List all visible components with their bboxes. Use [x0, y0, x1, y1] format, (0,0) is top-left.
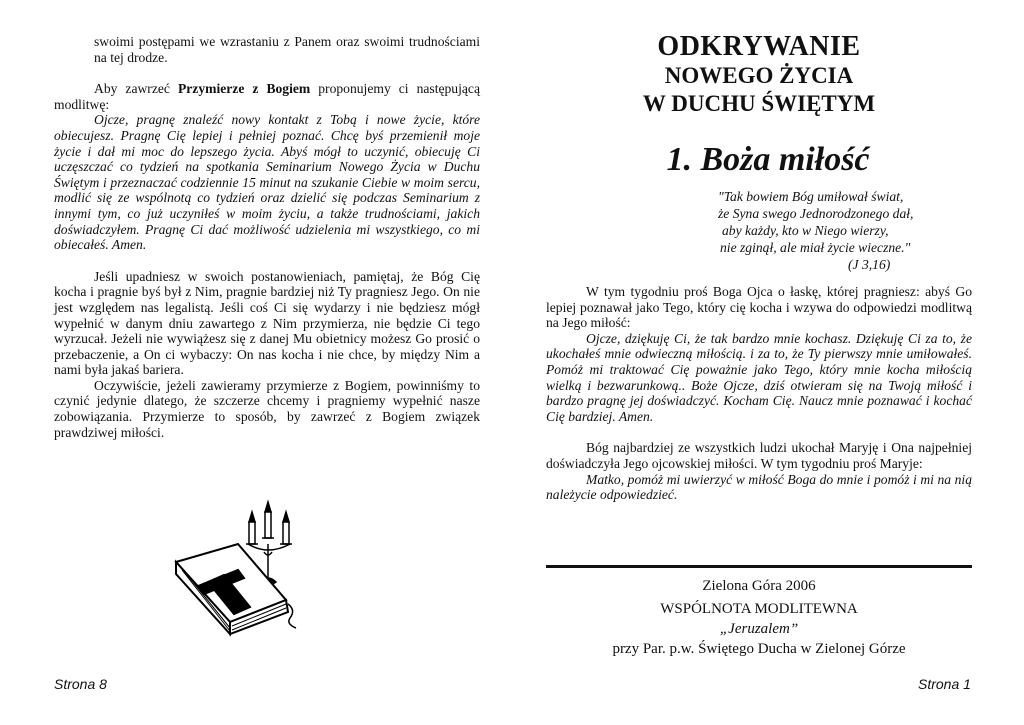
- left-paragraph-1: swoimi postępami we wzrastaniu z Panem oraz swoimi trudnościami na tej drodze.: [94, 34, 480, 65]
- section-heading: 1. Boża miłość: [666, 141, 870, 178]
- verse-line-3: aby każdy, kto w Niego wierzy,: [722, 223, 889, 238]
- left-prayer: Ojcze, pragnę znaleźć nowy kontakt z Tobą i nowe życie, które obiecujesz. Pragnę Cię lepiej i pełniej poznać. Chcę byś przemienił moje życie i dał mi moc do lepszego życia. Abyś mógł to uczynić, obiecuję Ci uczęszczać co tydzień na spotkania Seminarium Nowego Życia w Duchu Świętym i przeznaczać codziennie 15 minut na szukanie Ciebie w moim sercu, modlić się ze wspólnotą co tydzień oraz dzielić się podczas Seminarium z innymi tym, co już uczyniłeś w moim życiu, a także trudnościami, jakich doświadczyłem. Pragnę Ci dać możliwość udzielenia mi wszystkiego, co mi obiecałeś. Amen.: [54, 112, 480, 253]
- right-prayer-2: Matko, pomóż mi uwierzyć w miłość Boga do mnie i pomóż i mi na nią należycie odpowiedzieć.: [546, 471, 972, 503]
- verse-line-1: "Tak bowiem Bóg umiłował świat,: [718, 189, 904, 204]
- scripture-quote: [546, 188, 972, 274]
- footer-place-year: Zielona Góra 2006: [702, 578, 816, 594]
- title-line-3: W DUCHU ŚWIĘTYM: [642, 91, 876, 116]
- left-page-text: [54, 0, 480, 440]
- bible-candles-illustration: [168, 482, 318, 647]
- footer-block: [546, 576, 972, 659]
- title-line-1: ODKRYWANIE: [657, 31, 861, 62]
- title-line-2: NOWEGO ŻYCIA: [664, 63, 854, 88]
- verse-line-4: nie zginął, ale miał życie wieczne.": [720, 240, 911, 255]
- left-paragraph-4: Oczywiście, jeżeli zawieramy przymierze z Bogiem, powinniśmy to czynić jedynie dlatego, że szczerze chcemy i pragniemy wypełnić nasze zobowiązania. Przymierze to sposób, by zawrzeć z Bogiem związek prawdziwej miłości.: [54, 377, 480, 440]
- right-paragraph-2: Bóg najbardziej ze wszystkich ludzi ukochał Maryję i Ona najpełniej doświadczyła Jego ojcowskiej miłości. W tym tygodniu proś Maryje:: [546, 440, 972, 471]
- page-number-left: Strona 8: [54, 676, 107, 692]
- footer-community: WSPÓLNOTA MODLITEWNA: [660, 601, 858, 617]
- right-prayer-1: Ojcze, dziękuję Ci, że tak bardzo mnie kochasz. Dziękuję Ci za to, że ukochałeś mnie odwieczną miłością. i za to, że Ty pierwszy mnie umiłowałeś. Pomóż mi traktować Cię poważnie jako Tego, który mnie kocha miłością wielką i bezwarunkową.. Boże Ojcze, dziś otwieram się na Twoją miłość i bardzo pragnę jej doświadczyć. Kocham Cię. Naucz mnie poznawać i kochać Cię bardziej. Amen.: [546, 330, 972, 424]
- footer-community-name: „Jeruzalem”: [719, 621, 799, 637]
- verse-line-2: że Syna swego Jednorodzonego dał,: [718, 206, 914, 221]
- right-page-text: [546, 0, 972, 503]
- right-paragraph-1: W tym tygodniu proś Boga Ojca o łaskę, której pragniesz: abyś Go lepiej poznawał jako Tego, który cię kocha i wzywa do odpowiedzi modlitwą na Jego miłość:: [546, 284, 972, 331]
- footer-parish: przy Par. p.w. Świętego Ducha w Zielonej Górze: [612, 641, 906, 657]
- page-number-right: Strona 1: [918, 676, 971, 692]
- verse-reference: (J 3,16): [848, 257, 891, 272]
- divider-rule: [546, 565, 972, 568]
- left-paragraph-2: Aby zawrzeć Przymierze z Bogiem proponujemy ci następującą modlitwę:: [54, 81, 480, 112]
- left-paragraph-3: Jeśli upadniesz w swoich postanowieniach, pamiętaj, że Bóg Cię kocha i pragnie byś był z Nim, pragnie bardziej niż Ty pragniesz Jego. On nie jest względem nas legalistą. Jeśli coś Ci się wydarzy i nie będziesz mógł wypełnić w danym dniu zawartego z Nim przymierza, nie będzie Ci tego wyrzucał. Jeżeli nie wywiążesz się z danej Mu obietnicy możesz Go prosić o przebaczenie, a On ci wybaczy: On nas kocha i nie chce, by między Nim a nami była jakaś bariera.: [54, 268, 480, 378]
